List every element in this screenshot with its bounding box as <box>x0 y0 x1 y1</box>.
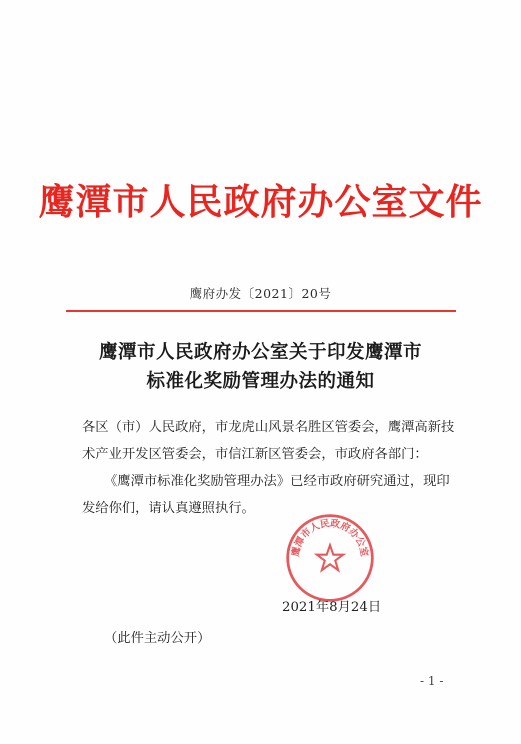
document-masthead: 鹰潭市人民政府办公室文件 <box>38 181 483 223</box>
red-divider-line <box>66 310 456 312</box>
seal-text: 鹰潭市人民政府办公室 <box>290 518 370 558</box>
document-title <box>0 338 521 396</box>
page-number: - 1 - <box>420 674 444 688</box>
document-date: 2021年8月24日 <box>282 600 382 615</box>
body-line-3: 《鹰潭市标准化奖励管理办法》已经市政府研究通过，现印 <box>104 474 450 489</box>
body-line-2: 术产业开发区管委会，市信江新区管委会，市政府各部门： <box>82 447 428 462</box>
title-line-2: 标准化奖励管理办法的通知 <box>146 371 375 392</box>
public-disclosure-note: （此件主动公开） <box>104 631 211 646</box>
body-line-4: 发给你们，请认真遵照执行。 <box>82 501 255 516</box>
title-line-1: 鹰潭市人民政府办公室关于印发鹰潭市 <box>98 342 422 363</box>
document-number: 鹰府办发〔2021〕20号 <box>189 286 332 301</box>
seal-star-icon <box>317 545 343 570</box>
svg-text:鹰潭市人民政府办公室 <box>290 517 371 558</box>
body-line-1: 各区（市）人民政府，市龙虎山风景名胜区管委会，鹰潭高新技 <box>82 420 455 435</box>
official-seal-stamp <box>284 512 376 604</box>
